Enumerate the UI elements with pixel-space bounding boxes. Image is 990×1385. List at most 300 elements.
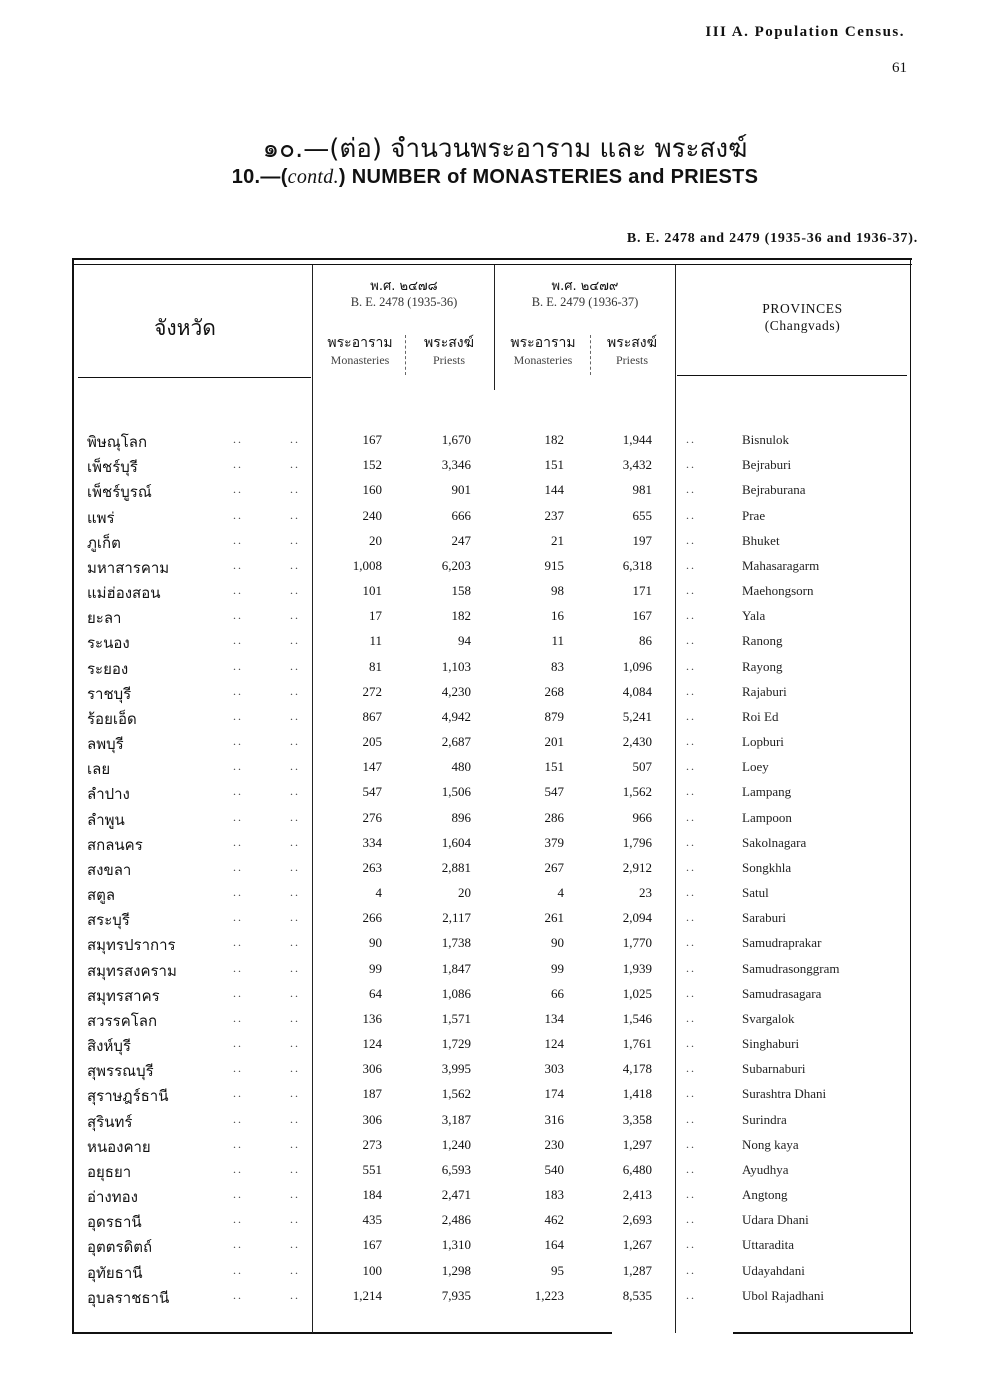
leader-dots: .. <box>686 1187 696 1202</box>
leader-dots: .. <box>233 658 243 673</box>
priests-2478: 1,729 <box>441 1036 471 1052</box>
province-english-name: Ayudhya <box>742 1161 789 1177</box>
province-english-name: Bejraburi <box>742 457 792 473</box>
monasteries-2478: 263 <box>362 859 382 875</box>
leader-dots: .. <box>233 885 243 900</box>
leader-dots: .. <box>290 859 300 874</box>
priests-2478: 1,738 <box>441 935 471 951</box>
monasteries-2479: 237 <box>544 507 564 523</box>
priests-2478: 1,310 <box>441 1237 471 1253</box>
province-thai-name: สมุทรปราการ <box>87 936 176 955</box>
leader-dots: .. <box>233 834 243 849</box>
leader-dots: .. <box>290 557 300 572</box>
table-row <box>0 958 990 983</box>
leader-dots: .. <box>233 583 243 598</box>
province-english-name: Lampang <box>742 784 792 800</box>
priests-2478: 1,240 <box>441 1136 471 1152</box>
priests-2479: 1,267 <box>622 1237 652 1253</box>
monasteries-thai-header: พระอาราม <box>510 335 576 351</box>
leader-dots: .. <box>233 708 243 723</box>
province-thai-name: สุพรรณบุรี <box>87 1062 154 1081</box>
province-english-name: Samudraprakar <box>742 935 822 951</box>
priests-2479: 1,939 <box>622 960 652 976</box>
monasteries-2479: 303 <box>544 1061 564 1077</box>
monasteries-2478: 1,008 <box>352 557 382 573</box>
priests-2478: 247 <box>451 532 471 548</box>
priests-2479: 1,297 <box>622 1136 652 1152</box>
table-row <box>0 731 990 756</box>
monasteries-english-header: Monasteries <box>330 353 390 367</box>
monasteries-2479: 83 <box>551 658 564 674</box>
table-bottom-rule <box>72 1332 612 1334</box>
priests-2479: 1,096 <box>622 658 652 674</box>
leader-dots: .. <box>290 1136 300 1151</box>
priests-2478: 2,117 <box>442 910 471 926</box>
province-thai-name: สระบุรี <box>87 911 130 930</box>
monasteries-2479: 201 <box>544 734 564 750</box>
province-thai-name: สมุทรสงคราม <box>87 961 177 980</box>
monasteries-2478: 101 <box>362 583 382 599</box>
priests-2478: 7,935 <box>441 1287 471 1303</box>
monasteries-2478: 306 <box>362 1061 382 1077</box>
leader-dots: .. <box>233 1136 243 1151</box>
priests-2479: 966 <box>632 809 652 825</box>
table-bottom-rule-right <box>733 1332 913 1334</box>
priests-2479: 2,094 <box>622 910 652 926</box>
province-thai-name: อุตตรดิตถ์ <box>87 1238 153 1257</box>
leader-dots: .. <box>290 910 300 925</box>
priests-2479: 1,944 <box>622 432 652 447</box>
table-row <box>0 1209 990 1234</box>
leader-dots: .. <box>686 759 696 774</box>
leader-dots: .. <box>686 809 696 824</box>
province-thai-name: สกลนคร <box>87 835 143 854</box>
monasteries-2478: 276 <box>362 809 382 825</box>
leader-dots: .. <box>290 960 300 975</box>
priests-2478: 1,562 <box>441 1086 471 1102</box>
leader-dots: .. <box>686 1111 696 1126</box>
table-row <box>0 907 990 932</box>
priests-2478: 182 <box>451 608 471 624</box>
table-row <box>0 756 990 781</box>
priests-2478: 1,670 <box>441 432 471 447</box>
monasteries-2479: 316 <box>544 1111 564 1127</box>
table-row <box>0 1184 990 1209</box>
province-english-name: Samudrasagara <box>742 985 822 1001</box>
province-thai-name: สุราษฎร์ธานี <box>87 1087 169 1106</box>
monasteries-english-header: Monasteries <box>513 353 573 367</box>
province-english-name: Prae <box>742 507 766 523</box>
province-thai-name: ราชบุรี <box>87 684 132 703</box>
monasteries-2479: 267 <box>544 859 564 875</box>
monasteries-2479: 21 <box>551 532 564 548</box>
leader-dots: .. <box>233 910 243 925</box>
table-row <box>0 781 990 806</box>
leader-dots: .. <box>290 1262 300 1277</box>
leader-dots: .. <box>290 1187 300 1202</box>
page-number: 61 <box>892 60 907 76</box>
province-thai-name: สุรินทร์ <box>87 1112 133 1131</box>
priests-2478: 3,187 <box>441 1111 471 1127</box>
section-header: III A. Population Census. <box>705 24 905 40</box>
header-rule-right <box>677 375 907 376</box>
province-english-name: Loey <box>742 759 769 775</box>
leader-dots: .. <box>233 784 243 799</box>
province-thai-name: สมุทรสาคร <box>87 986 160 1005</box>
leader-dots: .. <box>686 482 696 497</box>
priests-2478: 2,881 <box>441 859 471 875</box>
monasteries-2479: 261 <box>544 910 564 926</box>
table-row <box>0 580 990 605</box>
leader-dots: .. <box>686 1237 696 1252</box>
table-top-rule-inner <box>72 264 912 265</box>
leader-dots: .. <box>290 1010 300 1025</box>
table-row <box>0 1083 990 1108</box>
province-english-name: Roi Ed <box>742 708 779 724</box>
leader-dots: .. <box>686 960 696 975</box>
table-row <box>0 882 990 907</box>
leader-dots: .. <box>290 834 300 849</box>
leader-dots: .. <box>686 734 696 749</box>
leader-dots: .. <box>233 482 243 497</box>
monasteries-2478: 99 <box>369 960 382 976</box>
leader-dots: .. <box>290 1212 300 1227</box>
header-rule-left <box>78 377 311 378</box>
priests-2479: 1,287 <box>622 1262 652 1278</box>
priests-2479: 4,178 <box>622 1061 652 1077</box>
monasteries-2478: 184 <box>362 1187 382 1203</box>
leader-dots: .. <box>686 432 696 446</box>
leader-dots: .. <box>686 1086 696 1101</box>
monasteries-2479: 95 <box>551 1262 564 1278</box>
priests-2479: 6,480 <box>622 1161 652 1177</box>
leader-dots: .. <box>686 583 696 598</box>
monasteries-2479: 462 <box>544 1212 564 1228</box>
monasteries-2478: 205 <box>362 734 382 750</box>
priests-2478: 2,687 <box>441 734 471 750</box>
leader-dots: .. <box>686 457 696 472</box>
province-english-name: Saraburi <box>742 910 787 926</box>
province-thai-name: อ่างทอง <box>87 1188 138 1207</box>
table-row <box>0 832 990 857</box>
table-row <box>0 1260 990 1285</box>
province-english-name: Maehongsorn <box>742 583 814 599</box>
priests-2479: 23 <box>639 885 652 901</box>
priests-2479: 2,693 <box>622 1212 652 1228</box>
monasteries-2478: 551 <box>362 1161 382 1177</box>
leader-dots: .. <box>686 859 696 874</box>
monasteries-2478: 167 <box>362 1237 382 1253</box>
leader-dots: .. <box>686 910 696 925</box>
priests-2479: 1,546 <box>622 1010 652 1026</box>
province-thai-name: ลำพูน <box>87 810 125 829</box>
leader-dots: .. <box>233 1036 243 1051</box>
table-row <box>0 983 990 1008</box>
monasteries-2479: 268 <box>544 683 564 699</box>
period1-english: B. E. 2478 (1935-36) <box>350 295 458 309</box>
monasteries-2478: 547 <box>362 784 382 800</box>
leader-dots: .. <box>290 482 300 497</box>
monasteries-2478: 136 <box>362 1010 382 1026</box>
province-english-name: Ubol Rajadhani <box>742 1287 824 1303</box>
province-english-name: Rajaburi <box>742 683 787 699</box>
monasteries-2479: 540 <box>544 1161 564 1177</box>
leader-dots: .. <box>686 985 696 1000</box>
monasteries-2478: 435 <box>362 1212 382 1228</box>
priests-2479: 1,025 <box>622 985 652 1001</box>
table-row <box>0 555 990 580</box>
leader-dots: .. <box>290 759 300 774</box>
leader-dots: .. <box>290 532 300 547</box>
leader-dots: .. <box>686 1161 696 1176</box>
province-english-name: Samudrasonggram <box>742 960 840 976</box>
province-thai-name: สิงห์บุรี <box>87 1037 131 1056</box>
province-english-name: Sakolnagara <box>742 834 807 850</box>
table-row <box>0 630 990 655</box>
monasteries-2478: 167 <box>362 432 382 447</box>
province-thai-name: ลำปาง <box>87 785 130 804</box>
province-thai-name: เลย <box>87 760 111 779</box>
monasteries-2478: 272 <box>362 683 382 699</box>
monasteries-2478: 64 <box>369 985 382 1001</box>
leader-dots: .. <box>290 809 300 824</box>
priests-2479: 197 <box>632 532 652 548</box>
leader-dots: .. <box>686 708 696 723</box>
province-thai-name: สตูล <box>87 886 116 905</box>
priests-2478: 1,847 <box>441 960 471 976</box>
province-thai-name: หนองคาย <box>87 1137 151 1156</box>
province-thai-name: ลพบุรี <box>87 735 124 754</box>
monasteries-2478: 187 <box>362 1086 382 1102</box>
priests-2479: 5,241 <box>622 708 652 724</box>
monasteries-2478: 20 <box>369 532 382 548</box>
monasteries-2479: 144 <box>544 482 564 498</box>
leader-dots: .. <box>290 608 300 623</box>
province-english-name: Rayong <box>742 658 783 674</box>
monasteries-2479: 1,223 <box>534 1287 564 1303</box>
monasteries-2478: 81 <box>369 658 382 674</box>
leader-dots: .. <box>686 658 696 673</box>
leader-dots: .. <box>686 784 696 799</box>
monasteries-2479: 134 <box>544 1010 564 1026</box>
priests-2479: 1,562 <box>622 784 652 800</box>
monasteries-2478: 100 <box>362 1262 382 1278</box>
priests-2478: 1,604 <box>441 834 471 850</box>
monasteries-2479: 98 <box>551 583 564 599</box>
period2-english: B. E. 2479 (1936-37) <box>531 295 639 309</box>
monasteries-2479: 286 <box>544 809 564 825</box>
leader-dots: .. <box>686 1262 696 1277</box>
province-thai-name: เพ็ชร์บุรี <box>87 458 138 477</box>
table-row <box>0 1234 990 1259</box>
leader-dots: .. <box>233 809 243 824</box>
monasteries-2479: 90 <box>551 935 564 951</box>
monasteries-2479: 151 <box>544 457 564 473</box>
leader-dots: .. <box>686 532 696 547</box>
table-row <box>0 530 990 555</box>
priests-2479: 507 <box>632 759 652 775</box>
leader-dots: .. <box>290 683 300 698</box>
leader-dots: .. <box>233 1287 243 1302</box>
leader-dots: .. <box>233 633 243 648</box>
priests-2478: 4,942 <box>441 708 471 724</box>
priests-2479: 1,418 <box>622 1086 652 1102</box>
priests-2478: 901 <box>451 482 471 498</box>
monasteries-2478: 90 <box>369 935 382 951</box>
provinces-header-label: PROVINCES <box>762 301 843 316</box>
province-thai-name: แม่ฮ่องสอน <box>87 584 161 603</box>
table-row <box>0 1008 990 1033</box>
leader-dots: .. <box>233 457 243 472</box>
province-english-name: Uttaradita <box>742 1237 794 1253</box>
period2-thai: พ.ศ. ๒๔๗๙ <box>551 279 619 294</box>
province-english-name: Mahasaragarm <box>742 557 820 573</box>
province-thai-name: ระนอง <box>87 634 130 653</box>
table-row <box>0 1109 990 1134</box>
priests-2478: 158 <box>451 583 471 599</box>
monasteries-2479: 4 <box>557 885 564 901</box>
province-thai-name: อยุธยา <box>87 1162 132 1181</box>
table-row <box>0 1058 990 1083</box>
province-thai-name: อุบลราชธานี <box>87 1288 170 1307</box>
leader-dots: .. <box>233 432 243 446</box>
province-thai-name: สงขลา <box>87 860 132 879</box>
leader-dots: .. <box>686 1287 696 1302</box>
province-english-name: Yala <box>742 608 766 624</box>
leader-dots: .. <box>233 608 243 623</box>
leader-dots: .. <box>290 734 300 749</box>
leader-dots: .. <box>233 557 243 572</box>
monasteries-2478: 160 <box>362 482 382 498</box>
leader-dots: .. <box>290 1061 300 1076</box>
priests-2479: 86 <box>639 633 652 649</box>
priests-2479: 2,413 <box>622 1187 652 1203</box>
priests-2478: 6,593 <box>441 1161 471 1177</box>
priests-2479: 1,796 <box>622 834 652 850</box>
priests-2479: 4,084 <box>622 683 652 699</box>
leader-dots: .. <box>686 683 696 698</box>
leader-dots: .. <box>290 583 300 598</box>
priests-2479: 167 <box>632 608 652 624</box>
leader-dots: .. <box>686 557 696 572</box>
table-row <box>0 429 990 454</box>
leader-dots: .. <box>290 985 300 1000</box>
province-english-name: Lopburi <box>742 734 784 750</box>
table-row <box>0 454 990 479</box>
province-thai-name: พิษณุโลก <box>87 433 148 451</box>
leader-dots: .. <box>233 960 243 975</box>
province-thai-name: มหาสารคาม <box>87 558 170 577</box>
leader-dots: .. <box>233 859 243 874</box>
priests-2478: 480 <box>451 759 471 775</box>
province-thai-name: เพ็ชร์บูรณ์ <box>87 483 152 502</box>
leader-dots: .. <box>290 1287 300 1302</box>
priests-2479: 1,770 <box>622 935 652 951</box>
leader-dots: .. <box>233 759 243 774</box>
monasteries-2479: 99 <box>551 960 564 976</box>
priests-thai-header: พระสงฆ์ <box>606 335 658 351</box>
title-english <box>0 166 990 189</box>
leader-dots: .. <box>233 1010 243 1025</box>
leader-dots: .. <box>686 1036 696 1051</box>
province-english-name: Bisnulok <box>742 432 789 447</box>
table-row <box>0 807 990 832</box>
table-row <box>0 1159 990 1184</box>
monasteries-2479: 547 <box>544 784 564 800</box>
monasteries-2478: 867 <box>362 708 382 724</box>
table-row <box>0 857 990 882</box>
province-english-name: Bhuket <box>742 532 780 548</box>
leader-dots: .. <box>233 1061 243 1076</box>
provinces-english-header <box>740 300 865 334</box>
priests-2479: 3,432 <box>622 457 652 473</box>
monasteries-2479: 182 <box>544 432 564 447</box>
leader-dots: .. <box>686 507 696 522</box>
table-row <box>0 479 990 504</box>
priests-2479: 8,535 <box>622 1287 652 1303</box>
province-english-name: Lampoon <box>742 809 792 825</box>
monasteries-2479: 66 <box>551 985 564 1001</box>
leader-dots: .. <box>686 1136 696 1151</box>
column-rule <box>405 335 406 375</box>
priests-2479: 6,318 <box>622 557 652 573</box>
table-row <box>0 1285 990 1310</box>
priests-2478: 94 <box>458 633 471 649</box>
monasteries-2478: 147 <box>362 759 382 775</box>
priests-2478: 1,103 <box>441 658 471 674</box>
title-en-contd: contd. <box>287 166 339 188</box>
leader-dots: .. <box>686 834 696 849</box>
monasteries-2479: 11 <box>551 633 564 649</box>
leader-dots: .. <box>290 885 300 900</box>
monasteries-2478: 124 <box>362 1036 382 1052</box>
province-english-name: Bejraburana <box>742 482 806 498</box>
province-english-name: Udara Dhani <box>742 1212 809 1228</box>
table-row <box>0 1134 990 1159</box>
monasteries-2478: 306 <box>362 1111 382 1127</box>
period1-thai: พ.ศ. ๒๔๗๘ <box>370 279 438 294</box>
priests-2478: 1,571 <box>441 1010 471 1026</box>
leader-dots: .. <box>290 432 300 446</box>
priests-english-header: Priests <box>615 353 648 367</box>
table-row <box>0 706 990 731</box>
leader-dots: .. <box>233 532 243 547</box>
leader-dots: .. <box>290 633 300 648</box>
monasteries-2479: 379 <box>544 834 564 850</box>
province-english-name: Subarnaburi <box>742 1061 806 1077</box>
title-en-prefix: 10.—( <box>231 166 288 188</box>
province-english-name: Surindra <box>742 1111 787 1127</box>
leader-dots: .. <box>290 457 300 472</box>
province-english-name: Ranong <box>742 633 783 649</box>
table-row <box>0 681 990 706</box>
leader-dots: .. <box>686 1212 696 1227</box>
leader-dots: .. <box>233 1262 243 1277</box>
province-thai-name: ภูเก็ต <box>87 533 121 552</box>
date-range: B. E. 2478 and 2479 (1935-36 and 1936-37). <box>626 231 918 246</box>
priests-2479: 2,430 <box>622 734 652 750</box>
leader-dots: .. <box>233 1237 243 1252</box>
leader-dots: .. <box>290 708 300 723</box>
province-english-name: Svargalok <box>742 1010 795 1026</box>
monasteries-2479: 174 <box>544 1086 564 1102</box>
province-english-name: Singhaburi <box>742 1036 800 1052</box>
leader-dots: .. <box>686 1010 696 1025</box>
monasteries-2478: 152 <box>362 457 382 473</box>
priests-2478: 6,203 <box>441 557 471 573</box>
monasteries-2478: 240 <box>362 507 382 523</box>
leader-dots: .. <box>233 683 243 698</box>
